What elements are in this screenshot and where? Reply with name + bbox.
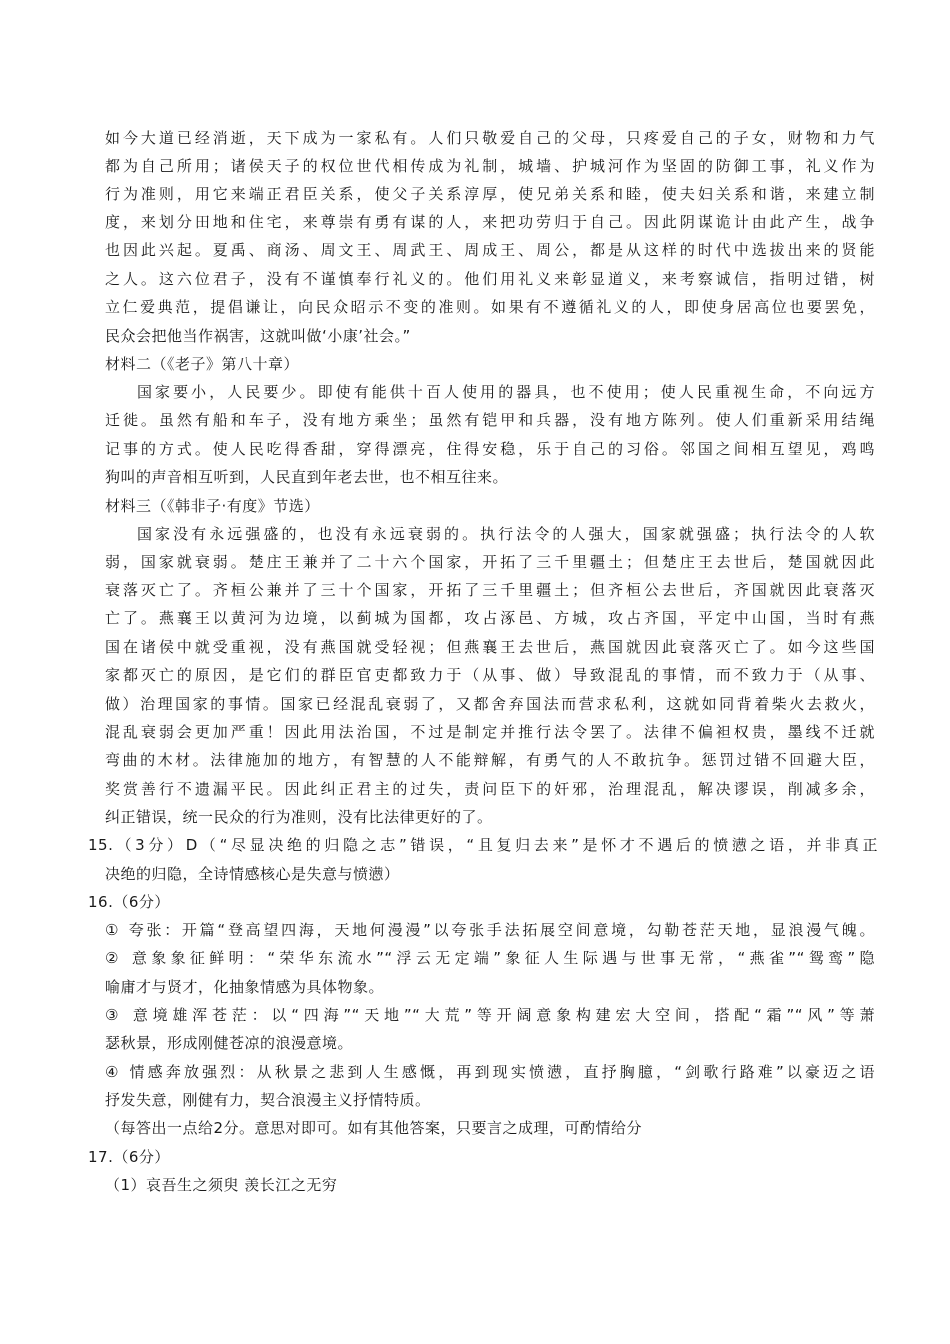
text-line: 民众会把他当作祸害，这就叫做‘小康’社会。” bbox=[105, 327, 411, 345]
answer-17-heading: 17.（6分） bbox=[88, 1148, 170, 1166]
text-line: 国家要小，人民要少。即使有能供十百人使用的器具，也不使用；使人民重视生命，不向远方 bbox=[137, 383, 875, 401]
text-line: 国在诸侯中就受重视，没有燕国就受轻视；但燕襄王去世后，燕国就因此衰落灭亡了。如今这些国 bbox=[105, 638, 875, 656]
text-line: 喻庸才与贤才，化抽象情感为具体物象。 bbox=[105, 978, 385, 996]
scoring-note: （每答出一点给2分。意思对即可。如有其他答案，只要言之成理，可酌情给分 bbox=[105, 1119, 643, 1137]
answer-point: ④ 情感奔放强烈：从秋景之悲到人生感慨，再到现实愤懑，直抒胸臆，“剑歌行路难”以豪迈之语 bbox=[105, 1063, 875, 1081]
text-line: 弱，国家就衰弱。楚庄王兼并了二十六个国家，开拓了三千里疆土；但楚庄王去世后，楚国就因此 bbox=[105, 553, 875, 571]
text-line: 衰落灭亡了。齐桓公兼并了三十个国家，开拓了三千里疆土；但齐桓公去世后，齐国就因此衰落灭 bbox=[105, 581, 875, 599]
answer-15: 15.（3分）D（“尽显决绝的归隐之志”错误，“且复归去来”是怀才不遇后的愤懑之语，并非真正 bbox=[88, 836, 878, 854]
material-heading: 材料二（《老子》第八十章） bbox=[105, 355, 300, 373]
answer-point: ③ 意境雄浑苍茫：以“四海”“天地”“大荒”等开阔意象构建宏大空间，搭配“霜”“风”等萧 bbox=[105, 1006, 875, 1024]
text-line: 行为准则，用它来端正君臣关系，使父子关系淳厚，使兄弟关系和睦，使夫妇关系和谐，来建立制 bbox=[105, 185, 875, 203]
text-line: 迁徙。虽然有船和车子，没有地方乘坐；虽然有铠甲和兵器，没有地方陈列。使人们重新采用结绳 bbox=[105, 411, 875, 429]
answer-point: ① 夸张：开篇“登高望四海，天地何漫漫”以夸张手法拓展空间意境，勾勒苍茫天地，显浪漫气魄。 bbox=[105, 921, 875, 939]
answer-point: ② 意象象征鲜明：“荣华东流水”“浮云无定端”象征人生际遇与世事无常，“燕雀”“鸳鸾”隐 bbox=[105, 949, 875, 967]
text-line: 决绝的归隐，全诗情感核心是失意与愤懑） bbox=[105, 865, 400, 883]
text-line: 抒发失意，刚健有力，契合浪漫主义抒情特质。 bbox=[105, 1091, 431, 1109]
text-line: 度，来划分田地和住宅，来尊崇有勇有谋的人，来把功劳归于自己。因此阴谋诡计由此产生，战争 bbox=[105, 213, 875, 231]
text-line: 家都灭亡的原因，是它们的群臣官吏都致力于（从事、做）导致混乱的事情，而不致力于（从事、 bbox=[105, 666, 875, 684]
text-line: 如今大道已经消逝，天下成为一家私有。人们只敬爱自己的父母，只疼爱自己的子女，财物和力气 bbox=[105, 129, 875, 147]
answer-16-heading: 16.（6分） bbox=[88, 893, 170, 911]
text-line: 纠正错误，统一民众的行为准则，没有比法律更好的了。 bbox=[105, 808, 493, 826]
text-line: 瑟秋景，形成刚健苍凉的浪漫意境。 bbox=[105, 1034, 354, 1052]
text-line: 混乱衰弱会更加严重！因此用法治国，不过是制定并推行法令罢了。法律不偏袒权贵，墨线不迁就 bbox=[105, 723, 875, 741]
material-heading: 材料三（《韩非子·有度》节选） bbox=[105, 497, 320, 515]
answer-17-item: （1）哀吾生之须臾 羡长江之无穷 bbox=[105, 1176, 338, 1194]
text-line: 做）治理国家的事情。国家已经混乱衰弱了，又都舍弃国法而营求私利，这就如同背着柴火去救火， bbox=[105, 695, 875, 713]
text-line: 之人。这六位君子，没有不谨慎奉行礼义的。他们用礼义来彰显道义，来考察诚信，指明过错，树 bbox=[105, 270, 875, 288]
text-line: 记事的方式。使人民吃得香甜，穿得漂亮，住得安稳，乐于自己的习俗。邻国之间相互望见，鸡鸣 bbox=[105, 440, 875, 458]
text-line: 国家没有永远强盛的，也没有永远衰弱的。执行法令的人强大，国家就强盛；执行法令的人软 bbox=[137, 525, 875, 543]
text-line: 奖赏善行不遗漏平民。因此纠正君主的过失，责问臣下的奸邪，治理混乱，解决谬误，削减多余， bbox=[105, 780, 875, 798]
text-line: 亡了。燕襄王以黄河为边境，以蓟城为国都，攻占涿邑、方城，攻占齐国，平定中山国，当时有燕 bbox=[105, 609, 875, 627]
text-line: 也因此兴起。夏禹、商汤、周文王、周武王、周成王、周公，都是从这样的时代中选拔出来的贤能 bbox=[105, 241, 875, 259]
text-line: 狗叫的声音相互听到，人民直到年老去世，也不相互往来。 bbox=[105, 468, 509, 486]
text-line: 立仁爱典范，提倡谦让，向民众昭示不变的准则。如果有不遵循礼义的人，即使身居高位也要罢免， bbox=[105, 298, 875, 316]
text-line: 弯曲的木材。法律施加的地方，有智慧的人不能辩解，有勇气的人不敢抗争。惩罚过错不回避大臣， bbox=[105, 751, 875, 769]
text-line: 都为自己所用；诸侯天子的权位世代相传成为礼制，城墙、护城河作为坚固的防御工事，礼义作为 bbox=[105, 157, 875, 175]
